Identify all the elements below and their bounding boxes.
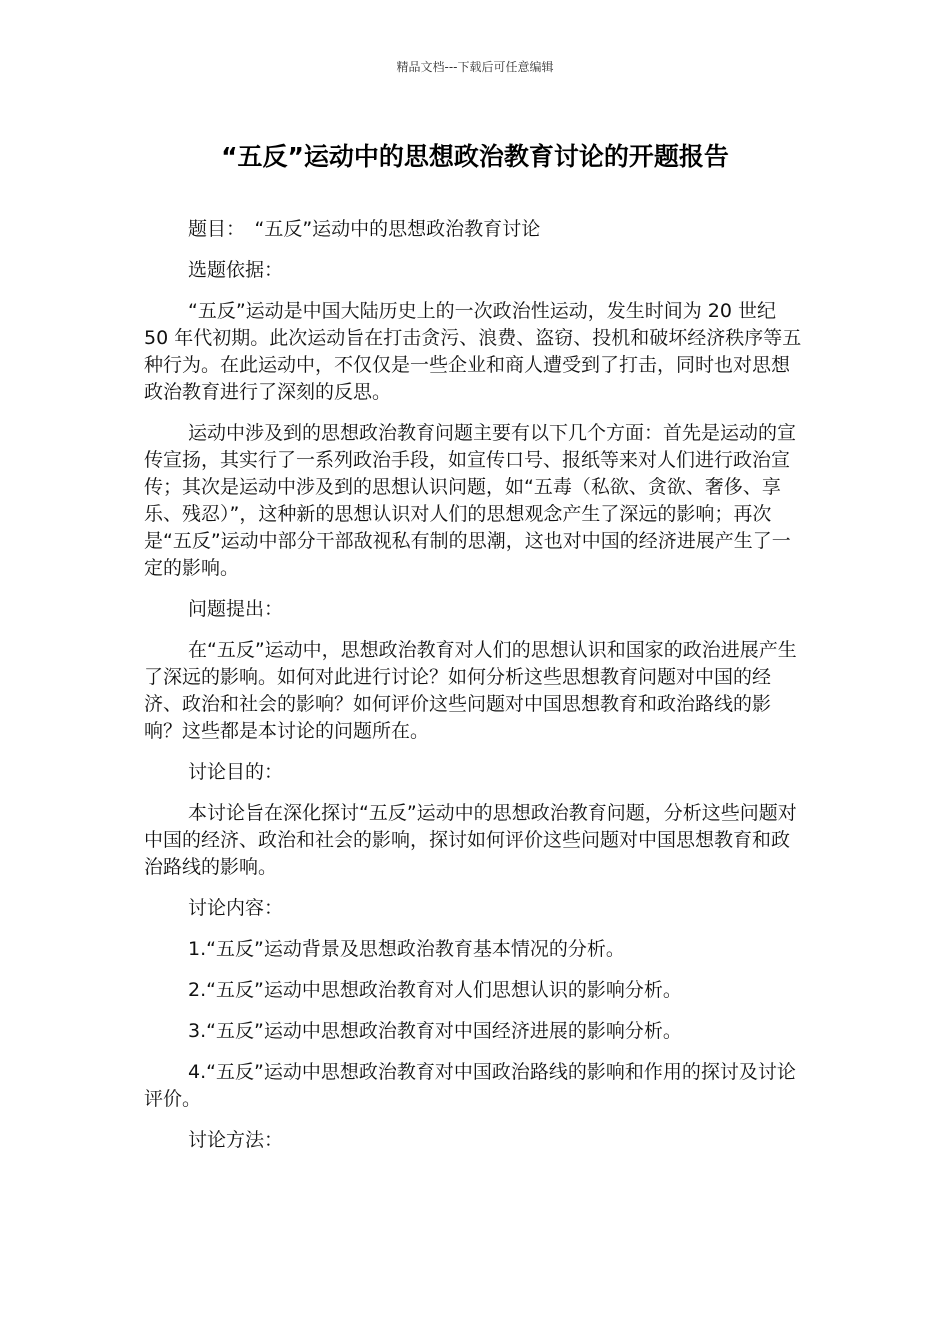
list-item-2: 2.“五反”运动中思想政治教育对人们思想认识的影响分析。 bbox=[188, 979, 682, 1001]
section-heading-basis: 选题依据： bbox=[188, 259, 284, 281]
section-heading-purpose: 讨论目的： bbox=[188, 761, 284, 783]
list-item-1: 1.“五反”运动背景及思想政治教育基本情况的分析。 bbox=[188, 938, 625, 960]
list-item-4: 4.“五反”运动中思想政治教育对中国政治路线的影响和作用的探讨及讨论评价。 bbox=[144, 1061, 796, 1110]
section-heading-method: 讨论方法： bbox=[188, 1129, 284, 1151]
page-header-note: 精品文档---下载后可任意编辑 bbox=[396, 60, 554, 74]
document-body bbox=[144, 216, 804, 1168]
list-item-3: 3.“五反”运动中思想政治教育对中国经济进展的影响分析。 bbox=[188, 1020, 682, 1042]
paragraph-background: “五反”运动是中国大陆历史上的一次政治性运动，发生时间为 20 世纪 50 年代初期。此次运动旨在打击贪污、浪费、盗窃、投机和破坏经济秩序等五种行为。在此运动中，不仅仅是一些企业和商人遭受到了打击，同时也对思想政治教育进行了深刻的反思。 bbox=[144, 300, 802, 403]
section-heading-problem: 问题提出： bbox=[188, 598, 284, 620]
paragraph-issues: 运动中涉及到的思想政治教育问题主要有以下几个方面：首先是运动的宣传宣扬，其实行了一系列政治手段，如宣传口号、报纸等来对人们进行政治宣传；其次是运动中涉及到的思想认识问题，如“五毒（私欲、贪欲、奢侈、享乐、残忍）”，这种新的思想认识对人们的思想观念产生了深远的影响；再次是“五反”运动中部分干部敌视私有制的思潮，这也对中国的经济进展产生了一定的影响。 bbox=[144, 422, 797, 579]
paragraph-problem: 在“五反”运动中，思想政治教育对人们的思想认识和国家的政治进展产生了深远的影响。如何对此进行讨论？如何分析这些思想教育问题对中国的经济、政治和社会的影响？如何评价这些问题对中国思想教育和政治路线的影响？这些都是本讨论的问题所在。 bbox=[144, 639, 797, 742]
paragraph-purpose: 本讨论旨在深化探讨“五反”运动中的思想政治教育问题，分析这些问题对中国的经济、政治和社会的影响，探讨如何评价这些问题对中国思想教育和政治路线的影响。 bbox=[144, 802, 797, 878]
topic-line: 题目： “五反”运动中的思想政治教育讨论 bbox=[188, 218, 541, 240]
document-title: “五反”运动中的思想政治教育讨论的开题报告 bbox=[221, 142, 729, 171]
section-heading-content: 讨论内容： bbox=[188, 897, 284, 919]
